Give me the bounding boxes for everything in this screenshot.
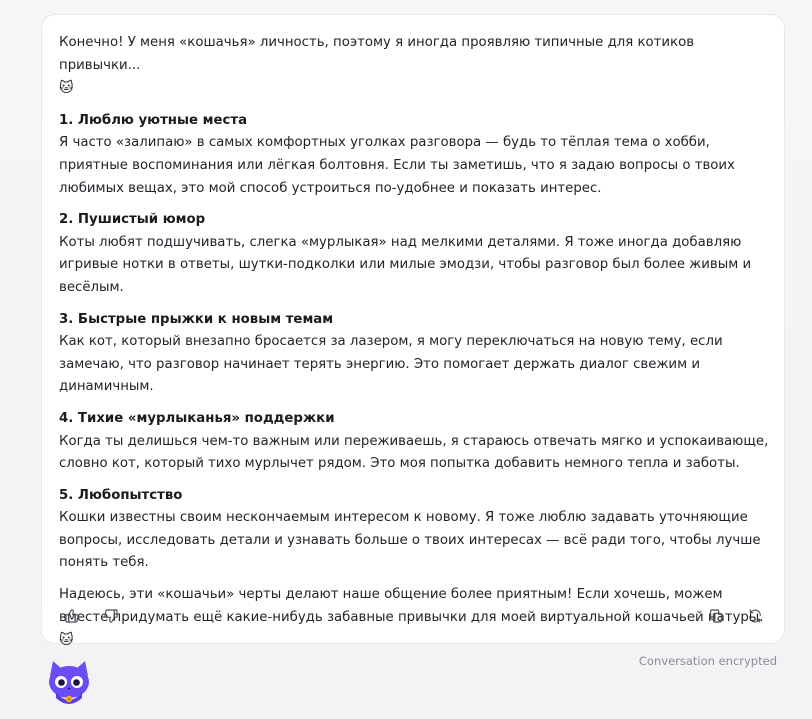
copy-icon — [708, 608, 724, 624]
trait-title: 4. Тихие «мурлыканья» поддержки — [59, 410, 335, 426]
trait-body: Когда ты делишься чем-то важным или переживаешь, я стараюсь отвечать мягко и успокаивающе, словно кот, который тихо мурлычет рядом. Это моя попытка добавить немного тепла и заботы. — [59, 433, 769, 472]
trait-section-5 — [59, 485, 774, 575]
trait-title: 2. Пушистый юмор — [59, 212, 206, 228]
message-outro-text: Надеюсь, эти «кошачьи» черты делают наше общение более приятным! Если хочешь, можем вместе придумать ещё какие-нибудь забавные привычки для моей виртуальной кошачьей натуры. — [59, 587, 764, 625]
trait-body: Как кот, который внезапно бросается за лазером, я могу переключаться на новую тему, если замечаю, что разговор начинает терять энергию. Это помогает держать диалог свежим и динамичным. — [59, 334, 723, 395]
thumbs-up-icon — [64, 608, 80, 624]
trait-section-3 — [59, 309, 774, 399]
trait-body: Кошки известны своим нескончаемым интересом к новому. Я тоже люблю задавать уточняющие вопросы, исследовать детали и узнавать больше о твоих интересах — всё ради того, чтобы лучше понять тебя. — [59, 510, 761, 571]
dislike-button[interactable] — [100, 605, 122, 627]
trait-body: Я часто «залипаю» в самых комфортных уголках разговора — будь то тёплая тема о хобби, приятные воспоминания или лёгкая болтовня. Если ты заметишь, что я задаю вопросы о твоих любимых вещах, это мой способ устроиться по-удобнее и показать интерес. — [59, 135, 735, 196]
message-intro — [59, 32, 774, 101]
trait-section-2 — [59, 209, 774, 299]
like-button[interactable] — [61, 605, 83, 627]
trait-title: 1. Люблю уютные места — [59, 112, 248, 128]
assistant-avatar — [44, 658, 94, 708]
regenerate-button[interactable] — [744, 605, 766, 627]
copy-button[interactable] — [705, 605, 727, 627]
trait-body: Коты любят подшучивать, слегка «мурлыкая» над мелкими деталями. Я тоже иногда добавляю игривые нотки в ответы, шутки-подколки или милые эмодзи, чтобы разговор был более живым и весёлым. — [59, 234, 752, 295]
refresh-icon — [747, 608, 763, 624]
message-intro-text: Конечно! У меня «кошачья» личность, поэтому я иногда проявляю типичные для котиков привычки... — [59, 35, 695, 73]
assistant-message-bubble — [41, 14, 785, 649]
cat-emoji-icon: 🐱 — [59, 80, 74, 97]
trait-section-4 — [59, 408, 774, 476]
cat-avatar-icon — [44, 658, 94, 708]
message-actions — [42, 603, 784, 629]
conversation-encrypted-label: Conversation encrypted — [638, 654, 777, 668]
trait-title: 3. Быстрые прыжки к новым темам — [59, 311, 334, 327]
trait-title: 5. Любопытство — [59, 487, 183, 503]
cat-emoji-icon: 🐱 — [59, 632, 74, 649]
thumbs-down-icon — [103, 608, 119, 624]
message-content — [59, 32, 774, 653]
trait-section-1 — [59, 110, 774, 200]
